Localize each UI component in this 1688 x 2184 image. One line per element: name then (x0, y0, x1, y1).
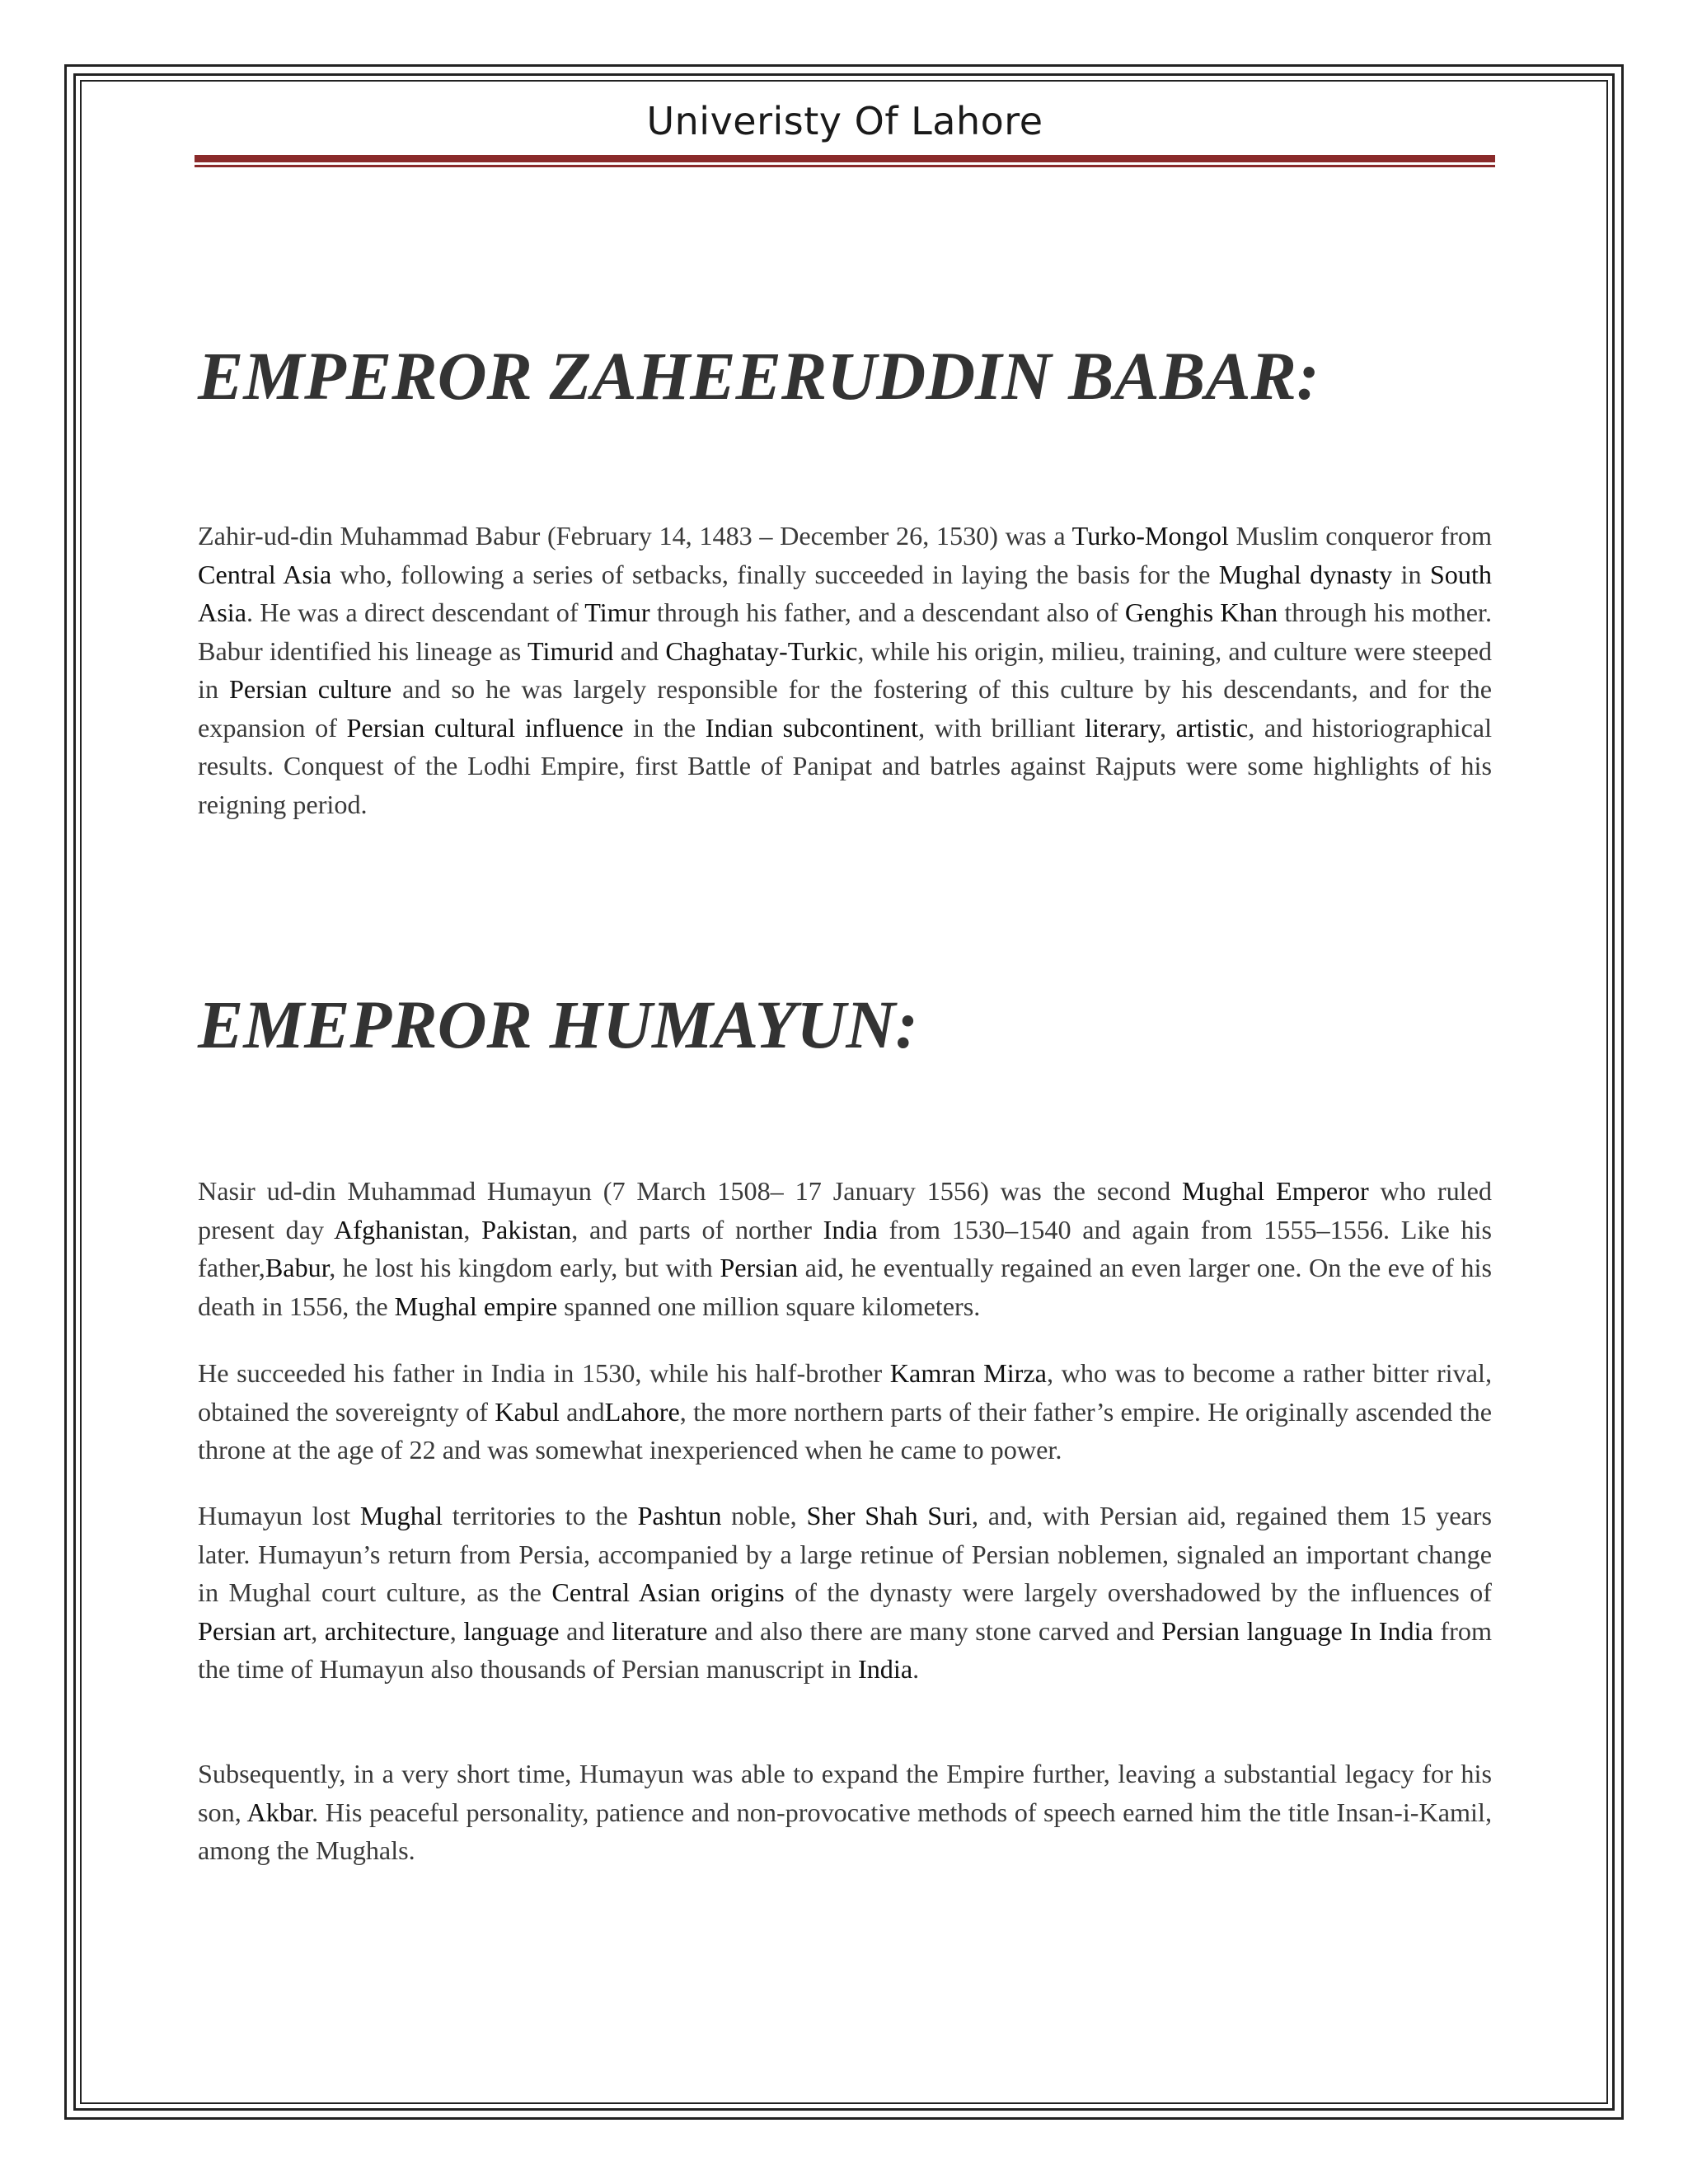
term-link[interactable]: Persian language In India (1161, 1615, 1433, 1646)
term-link[interactable]: Central Asian origins (551, 1577, 785, 1607)
term-link[interactable]: Central Asia (198, 559, 332, 589)
term-link[interactable]: Turko-Mongol (1071, 521, 1229, 551)
paragraph-text: of the dynasty were largely overshadowed by the influences of (784, 1577, 1492, 1607)
term-link[interactable]: Timurid (527, 635, 614, 666)
term-link[interactable]: Lahore (604, 1396, 680, 1427)
paragraph-text: noble, (721, 1501, 807, 1530)
term-link[interactable]: Pashtun (637, 1501, 722, 1530)
term-link[interactable]: Pakistan (481, 1214, 572, 1244)
section-heading-babar: EMPEROR ZAHEERUDDIN BABAR: (198, 338, 1320, 414)
paragraph-text: Nasir ud-din Muhammad Humayun (7 March 1508– 17 January 1556) was the second (198, 1176, 1183, 1206)
paragraph-humayun-1 (198, 1172, 1492, 1325)
paragraph-text: , and, with Persian aid, regained them 15 years later. Humayun’s return from Persia, accompanied by a large retinue of Persian noblemen, signaled an important change in Mughal court culture, as the (198, 1501, 1493, 1607)
paragraph-text: who, following a series of setbacks, finally succeeded in laying the basis for the (331, 559, 1219, 589)
term-link[interactable]: Mughal dynasty (1218, 559, 1393, 589)
term-link[interactable]: Mughal Emperor (1182, 1176, 1369, 1206)
term-link[interactable]: Kamran Mirza (889, 1358, 1047, 1388)
section-heading-humayun: EMEPROR HUMAYUN: (198, 987, 918, 1062)
paragraph-text: , the more northern parts of their father’s empire. He originally ascended the throne at the age of 22 and was somewhat inexperienced when he came to power. (198, 1396, 1492, 1465)
paragraph-text: Zahir-ud-din Muhammad Babur (February 14, 1483 – December 26, 1530) was a (198, 521, 1072, 551)
term-link[interactable]: Chaghatay-Turkic (665, 635, 858, 666)
term-link[interactable]: Mughal (359, 1501, 443, 1530)
paragraph-text: through his mother. Babur identified his lineage as (198, 598, 1492, 666)
term-link[interactable]: Indian subcontinent (705, 712, 919, 743)
paragraph-text: who ruled present day (198, 1176, 1492, 1244)
term-link[interactable]: Mughal empire (394, 1291, 558, 1321)
paragraph-text: . He was a direct descendant of (246, 598, 585, 627)
term-link[interactable]: Babur (265, 1253, 330, 1282)
paragraph-text: He succeeded his father in India in 1530, while his half-brother (198, 1358, 890, 1388)
term-link[interactable]: language (463, 1615, 560, 1646)
paragraph-text: Subsequently, in a very short time, Humayun was able to expand the Empire further, leaving a substantial legacy for his son, (198, 1759, 1492, 1827)
paragraph-text: , (449, 1615, 464, 1646)
paragraph-text: and (559, 1396, 605, 1427)
paragraph-text: , and parts of norther (571, 1214, 823, 1244)
paragraph-text: in (1392, 559, 1430, 589)
paragraph-text: and (559, 1615, 612, 1646)
term-link[interactable]: Persian cultural influence (346, 712, 624, 743)
paragraph-text: , while his origin, milieu, training, and culture were steeped in (198, 635, 1492, 704)
term-link[interactable]: Genghis Khan (1124, 598, 1278, 627)
header-rule-thick (195, 155, 1495, 162)
term-link[interactable]: Persian art (198, 1615, 312, 1646)
term-link[interactable]: India (857, 1654, 913, 1684)
paragraph-text: from 1530–1540 and again from 1555–1556. Like his father, (198, 1214, 1493, 1282)
paragraph-text: from the time of Humayun also thousands of Persian manuscript in (198, 1615, 1492, 1684)
paragraph-text: , and historiographical results. Conquest of the Lodhi Empire, first Battle of Panipat and batrles against Rajputs were some highlights of his reigning period. (198, 712, 1493, 819)
term-link[interactable]: architecture (324, 1615, 450, 1646)
paragraph-text: and (613, 635, 666, 666)
paragraph-humayun-2 (198, 1354, 1492, 1469)
term-link[interactable]: artistic (1175, 712, 1249, 743)
term-link[interactable]: Timur (584, 598, 650, 627)
term-link[interactable]: Afghanistan (334, 1214, 464, 1244)
paragraph-text: , (1159, 712, 1176, 743)
paragraph-text: , (311, 1615, 325, 1646)
paragraph-text: , who was to become a rather bitter rival, obtained the sovereignty of (198, 1358, 1492, 1427)
term-link[interactable]: Sher Shah Suri (806, 1501, 972, 1530)
term-link[interactable]: India (823, 1214, 878, 1244)
term-link[interactable]: literary (1085, 712, 1160, 743)
term-link[interactable]: literature (612, 1615, 708, 1646)
paragraph-text: , with brilliant (918, 712, 1085, 743)
paragraph-text: spanned one million square kilometers. (557, 1291, 981, 1321)
paragraph-text: and so he was largely responsible for the fostering of this culture by his descendants, and for the expansion of (198, 674, 1493, 743)
paragraph-humayun-4 (198, 1755, 1492, 1870)
paragraph-text: aid, he eventually regained an even larger one. On the eve of his death in 1556, the (198, 1253, 1492, 1321)
paragraph-humayun-3 (198, 1497, 1492, 1689)
paragraph-babar (198, 517, 1492, 823)
paragraph-text: . His peaceful personality, patience and non-provocative methods of speech earned him the title Insan-i-Kamil, among the Mughals. (198, 1797, 1492, 1865)
paragraph-text: , he lost his kingdom early, but with (329, 1253, 720, 1282)
term-link[interactable]: Persian (720, 1253, 799, 1282)
page-header-title: Univeristy Of Lahore (646, 99, 1043, 143)
term-link[interactable]: South Asia (198, 559, 1493, 627)
paragraph-text: and also there are many stone carved and (707, 1615, 1162, 1646)
paragraph-text: through his father, and a descendant also of (649, 598, 1125, 627)
paragraph-text: , (463, 1214, 482, 1244)
term-link[interactable]: Akbar (246, 1797, 312, 1827)
term-link[interactable]: Persian culture (229, 674, 392, 704)
paragraph-text: . (912, 1654, 920, 1684)
paragraph-text: Humayun lost (198, 1501, 360, 1530)
header-rule-thin (195, 165, 1495, 167)
paragraph-text: in the (623, 712, 706, 743)
term-link[interactable]: Kabul (495, 1396, 560, 1427)
paragraph-text: territories to the (443, 1501, 638, 1530)
paragraph-text: Muslim conqueror from (1228, 521, 1492, 551)
